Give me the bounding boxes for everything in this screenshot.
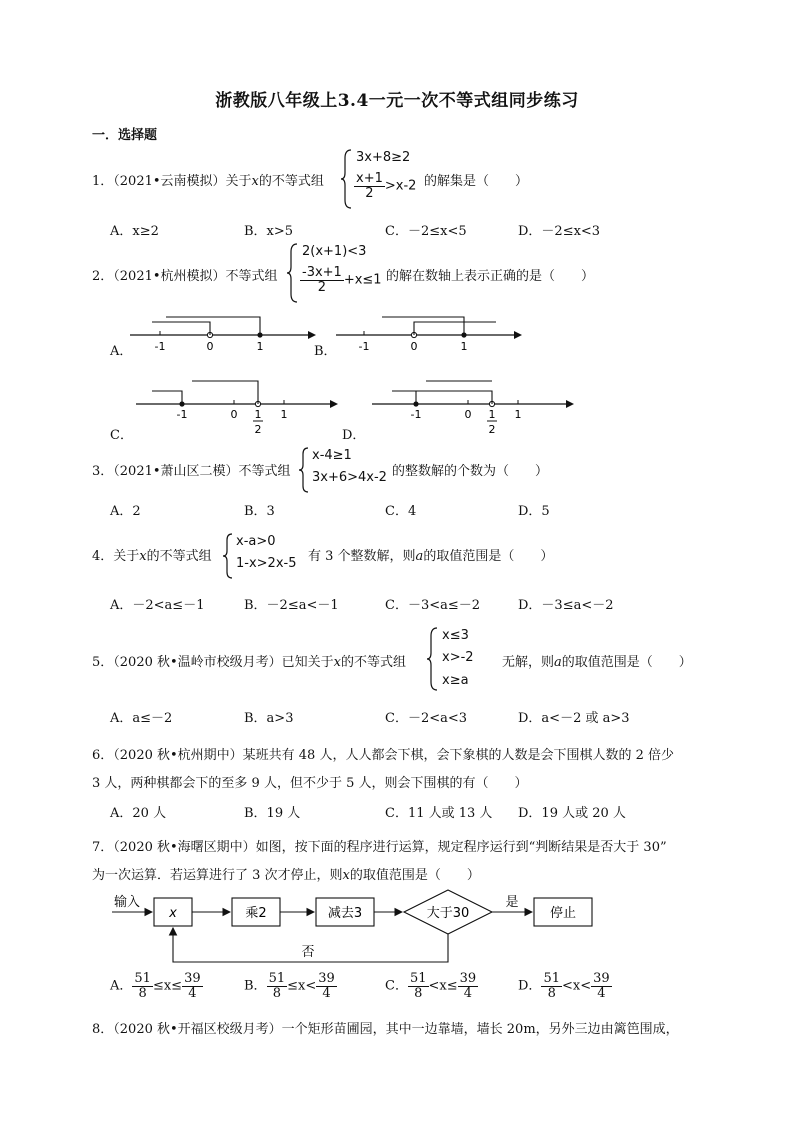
tick-label: 1 xyxy=(488,408,496,421)
q2-option-d[interactable]: D． xyxy=(342,428,366,443)
tick-label: 2 xyxy=(254,423,262,436)
q2-sys-line2: $\frac{-3x+1}{2}$ +x≤1 xyxy=(302,265,382,295)
q1-option-d[interactable]: D．－2≤x<3 xyxy=(518,224,601,239)
q5-option-b[interactable]: B．a>3 xyxy=(244,711,294,726)
flow-subtract-label: 减去3 xyxy=(327,906,363,921)
q4-option-b[interactable]: B．－2≤a<－1 xyxy=(244,598,339,613)
q1-option-a[interactable]: A．x≥2 xyxy=(110,224,159,239)
q6-option-b[interactable]: B．19 人 xyxy=(244,806,301,821)
tick-label: 2 xyxy=(488,423,496,436)
q2-numberline-b xyxy=(336,312,522,358)
q2-brace xyxy=(286,242,300,304)
question-3-stem: 3．（2021•萧山区二模）不等式组 xyxy=(92,464,291,479)
q5-sys-line2: x>-2 xyxy=(442,650,474,665)
q1-option-b[interactable]: B．x>5 xyxy=(244,224,294,239)
q2-option-a[interactable]: A． xyxy=(110,344,133,359)
tick-label: 0 xyxy=(464,408,472,421)
q7-option-a[interactable]: A． $\frac{51}{8}$ ≤x≤ $\frac{39}{4}$ xyxy=(110,971,201,1001)
question-7-line1: 7．（2020 秋•海曙区期中）如图，按下面的程序进行运算，规定程序运行到“判断结果是否大于 30” xyxy=(92,840,667,855)
q1-option-c[interactable]: C．－2≤x<5 xyxy=(385,224,467,239)
q7-option-c[interactable]: C． $\frac{51}{8}$ <x≤ $\frac{39}{4}$ xyxy=(385,971,477,1001)
q4-sys-line2: 1-x>2x-5 xyxy=(236,556,297,571)
q4-sys-line1: x-a>0 xyxy=(236,534,276,549)
q1-sys-line1: 3x+8≥2 xyxy=(356,150,411,165)
q7-flowchart xyxy=(108,886,604,968)
question-7-line2: 为一次运算．若运算进行了 3 次才停止，则x的取值范围是（ ） xyxy=(92,868,480,883)
q6-option-c[interactable]: C．11 人或 13 人 xyxy=(385,806,493,821)
q5-option-c[interactable]: C．－2<a<3 xyxy=(385,711,468,726)
flow-input-label: 输入 xyxy=(114,895,141,910)
tick-label: 1 xyxy=(514,408,522,421)
section-heading: 一．选择题 xyxy=(92,128,158,143)
q1-brace xyxy=(340,148,354,210)
tick-label: 1 xyxy=(280,408,288,421)
q5-sys-line1: x≤3 xyxy=(442,628,469,643)
question-1-stem: 1．（2021•云南模拟）关于x的不等式组 xyxy=(92,174,324,189)
tick-label: -1 xyxy=(358,340,370,353)
q4-option-d[interactable]: D．－3≤a<－2 xyxy=(518,598,614,613)
q3-option-c[interactable]: C．4 xyxy=(385,504,417,519)
q2-option-c[interactable]: C． xyxy=(110,428,133,443)
flow-x-label: x xyxy=(169,906,177,921)
tick-label: 0 xyxy=(206,340,214,353)
q2-numberline-c xyxy=(136,378,338,438)
question-5-tail: 无解，则a的取值范围是（ ） xyxy=(502,655,692,670)
flow-decision-label: 大于30 xyxy=(426,906,470,921)
flow-stop-label: 停止 xyxy=(549,906,577,921)
q4-option-a[interactable]: A．－2<a≤－1 xyxy=(110,598,205,613)
flow-no-label: 否 xyxy=(301,945,315,960)
tick-label: 0 xyxy=(410,340,418,353)
q4-brace xyxy=(222,532,234,580)
tick-label: -1 xyxy=(154,340,166,353)
tick-label: 1 xyxy=(460,340,468,353)
q2-numberline-d xyxy=(372,378,574,438)
q2-sys-line1: 2(x+1)<3 xyxy=(302,244,367,259)
tick-label: 1 xyxy=(256,340,264,353)
q6-option-a[interactable]: A．20 人 xyxy=(110,806,167,821)
question-6-line2: 3 人，两种棋都会下的至多 9 人，但不少于 5 人，则会下围棋的有（ ） xyxy=(92,776,528,791)
q5-option-d[interactable]: D．a<－2 或 a>3 xyxy=(518,711,630,726)
q5-brace xyxy=(426,626,440,692)
question-3-tail: 的整数解的个数为（ ） xyxy=(392,464,549,479)
q6-option-d[interactable]: D．19 人或 20 人 xyxy=(518,806,626,821)
q3-option-a[interactable]: A．2 xyxy=(110,504,141,519)
flow-yes-label: 是 xyxy=(505,895,519,910)
q7-option-d[interactable]: D． $\frac{51}{8}$ <x< $\frac{39}{4}$ xyxy=(518,971,610,1001)
question-5-stem: 5．（2020 秋•温岭市校级月考）已知关于x的不等式组 xyxy=(92,655,407,670)
question-1-tail: 的解集是（ ） xyxy=(424,174,529,189)
question-6-line1: 6．（2020 秋•杭州期中）某班共有 48 人，人人都会下棋，会下象棋的人数是会下围棋人数的 2 倍少 xyxy=(92,748,674,763)
tick-label: -1 xyxy=(410,408,422,421)
q3-sys-line2: 3x+6>4x-2 xyxy=(312,470,387,485)
page-title: 浙教版八年级上3.4一元一次不等式组同步练习 xyxy=(215,91,579,111)
tick-label: -1 xyxy=(176,408,188,421)
tick-label: 0 xyxy=(230,408,238,421)
question-4-tail: 有 3 个整数解，则a的取值范围是（ ） xyxy=(308,549,554,564)
q3-option-b[interactable]: B．3 xyxy=(244,504,275,519)
q4-option-c[interactable]: C．－3<a≤－2 xyxy=(385,598,481,613)
q2-option-b[interactable]: B． xyxy=(314,344,337,359)
q3-sys-line1: x-4≥1 xyxy=(312,448,352,463)
flow-multiply-label: 乘2 xyxy=(245,906,267,921)
q2-numberline-a xyxy=(130,312,316,358)
question-8-line1: 8．（2020 秋•开福区校级月考）一个矩形苗圃园，其中一边靠墙，墙长 20m，另外三边由篱笆围成， xyxy=(92,1022,679,1037)
q5-sys-line3: x≥a xyxy=(442,673,469,688)
question-2-stem: 2．（2021•杭州模拟）不等式组 xyxy=(92,269,278,284)
tick-label: 1 xyxy=(254,408,262,421)
q7-option-b[interactable]: B． $\frac{51}{8}$ ≤x< $\frac{39}{4}$ xyxy=(244,971,335,1001)
q1-sys-line2: $\frac{x+1}{2}$ >x-2 xyxy=(356,171,417,201)
question-4-stem: 4．关于x的不等式组 xyxy=(92,549,212,564)
q5-option-a[interactable]: A．a≤－2 xyxy=(110,711,173,726)
q3-brace xyxy=(298,446,310,494)
question-2-tail: 的解在数轴上表示正确的是（ ） xyxy=(386,269,595,284)
q3-option-d[interactable]: D．5 xyxy=(518,504,550,519)
